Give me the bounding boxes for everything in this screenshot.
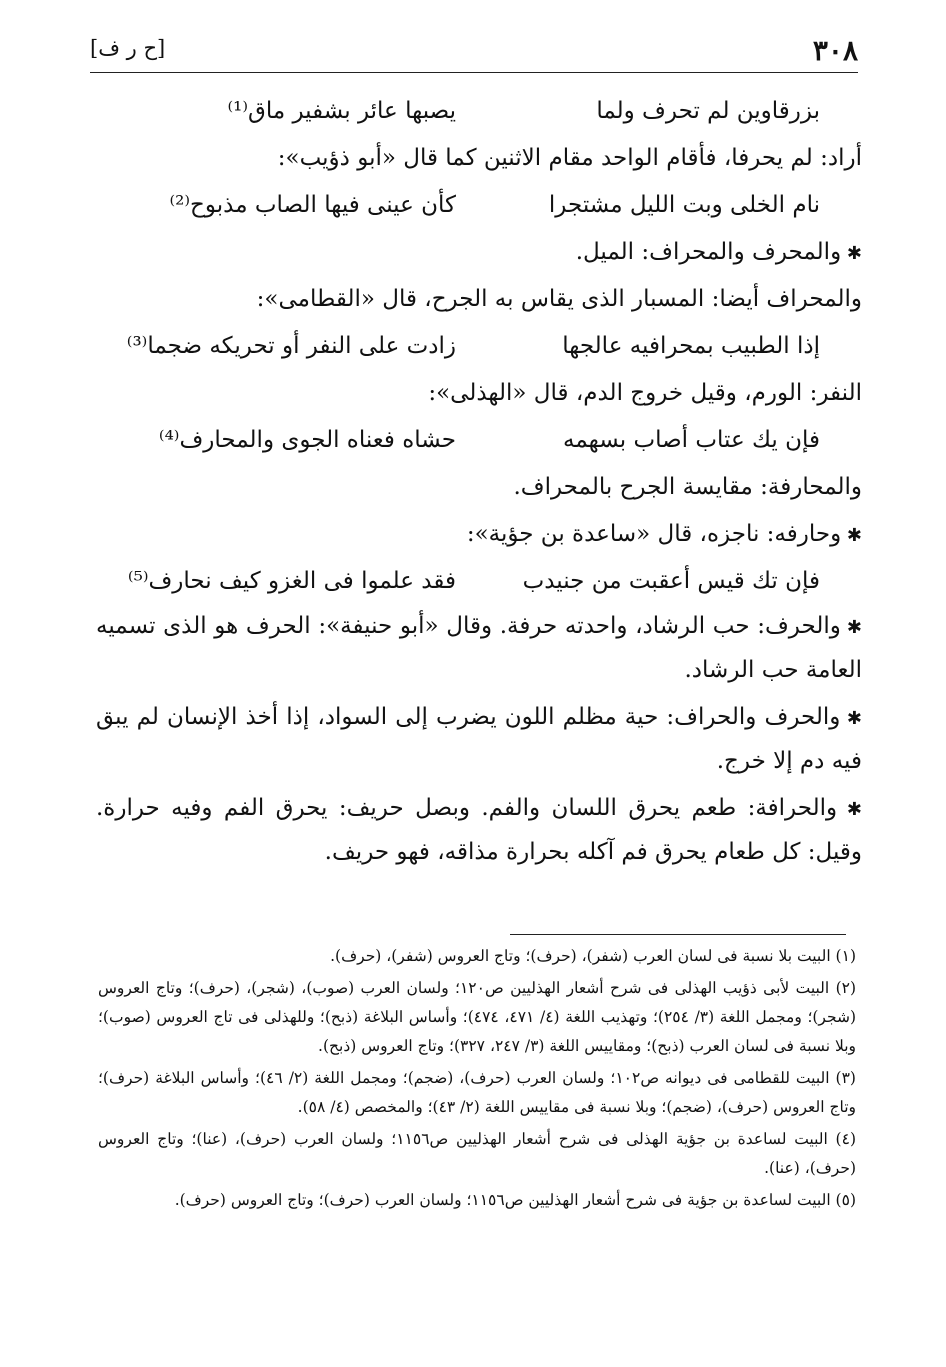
- verse-first-hemistich: نام الخلى وبت الليل مشتجرا: [548, 192, 820, 218]
- text-line: والمحارفة: مقايسة الجرح بالمحراف.: [513, 474, 862, 500]
- verse-second-hemistich: حشاه فعناه الجوى والمحارف⁽⁴⁾: [158, 427, 456, 453]
- entry-line: ✱ وحارفه: ناجزه، قال «ساعدة بن جؤية»:: [96, 511, 862, 558]
- entry-paragraph: ✱ والحرافة: طعم يحرق اللسان والفم. وبصل حريف: يحرق الفم وفيه حرارة. وقيل: كل طعام يحرق فم آكله بحرارة مذاقه، فهو حريف.: [96, 787, 862, 874]
- text-line: النفر: الورم، وقيل خروج الدم، قال «الهذلى»:: [428, 380, 862, 406]
- footnote: (٥) البيت لساعدة بن جؤية فى شرح أشعار الهذليين ص١١٥٦؛ ولسان العرب (حرف)؛ وتاج العروس (حرف).: [174, 1191, 856, 1209]
- verse-1: [96, 88, 862, 135]
- main-text: [96, 88, 862, 878]
- entry-line: ✱ والمحرف والمحراف: الميل.: [96, 229, 862, 276]
- verse-first-hemistich: فإن تك قيس أعقبت من جنيدب: [522, 568, 820, 594]
- verse-3: [96, 323, 862, 370]
- page-number: ٣٠٨: [812, 34, 858, 67]
- verse-first-hemistich: بزرقاوين لم تحرف ولما: [596, 98, 820, 124]
- verse-first-hemistich: إذا الطبيب بمحرافيه عالجها: [562, 333, 820, 359]
- verse-2: [96, 182, 862, 229]
- text-line: والمحراف أيضا: المسبار الذى يقاس به الجرح، قال «القطامى»:: [256, 286, 862, 312]
- verse-second-hemistich: فقد علموا فى الغزو كيف نحارف⁽⁵⁾: [127, 568, 456, 594]
- verse-first-hemistich: فإن يك عتاب أصاب بسهمه: [563, 427, 820, 453]
- entry-paragraph: ✱ والحرف والحراف: حية مظلم اللون يضرب إلى السواد، إذا أخذ الإنسان لم يبق فيه دم إلا خرج.: [96, 696, 862, 783]
- page-header: [90, 28, 858, 68]
- verse-second-hemistich: كأن عينى فيها الصاب مذبوح⁽²⁾: [169, 192, 456, 218]
- footnote: (٤) البيت لساعدة بن جؤية الهذلى فى شرح أشعار الهذليين ص١١٥٦؛ ولسان العرب (حرف)، (عنا)؛ وتاج العروس (حرف)، (عنا).: [98, 1130, 856, 1177]
- footnote: (١) البيت بلا نسبة فى لسان العرب (شفر)، (حرف)؛ وتاج العروس (شفر)، (حرف).: [330, 947, 856, 965]
- footnote-rule: [510, 934, 846, 935]
- verse-5: [96, 558, 862, 605]
- running-head: [ح ر ف]: [90, 36, 166, 60]
- verse-second-hemistich: يصبها عائر بشفير ماق⁽¹⁾: [227, 98, 456, 124]
- footnote: (٢) البيت لأبى ذؤيب الهذلى فى شرح أشعار الهذليين ص١٢٠؛ ولسان العرب (صوب)، (شجر)، (حرف)؛ وتاج العروس (شجر)؛ ومجمل اللغة (٣/ ٢٥٤)؛ وتهذيب اللغة (٤/ ٤٧١، ٤٧٤)؛ وأساس البلاغة (ذبح)؛ وللهذلى فى تاج العروس (صوب)؛ وبلا نسبة فى لسان العرب (ذبح)؛ ومقاييس اللغة (٣/ ٢٤٧، ٣٢٧)؛ وتاج العروس (ذبح).: [98, 979, 857, 1055]
- text-line: أراد: لم يحرفا، فأقام الواحد مقام الاثنين كما قال «أبو ذؤيب»:: [277, 145, 862, 171]
- footnote: (٣) البيت للقطامى فى ديوانه ص١٠٢؛ ولسان العرب (حرف)، (ضجم)؛ ومجمل اللغة (٢/ ٤٦)؛ وأساس البلاغة (حرف)؛ وتاج العروس (حرف)، (ضجم)؛ وبلا نسبة فى مقاييس اللغة (٢/ ٤٣)؛ والمخصص (٤/ ٥٨).: [98, 1069, 856, 1116]
- verse-second-hemistich: زادت على النفر أو تحريكه ضجما⁽³⁾: [126, 333, 456, 359]
- entry-paragraph: ✱ والحرف: حب الرشاد، واحدته حرفة. وقال «أبو حنيفة»: الحرف هو الذى تسميه العامة حب الرشاد.: [96, 605, 862, 692]
- footnotes: [98, 942, 856, 1218]
- verse-4: [96, 417, 862, 464]
- header-rule: [90, 72, 858, 73]
